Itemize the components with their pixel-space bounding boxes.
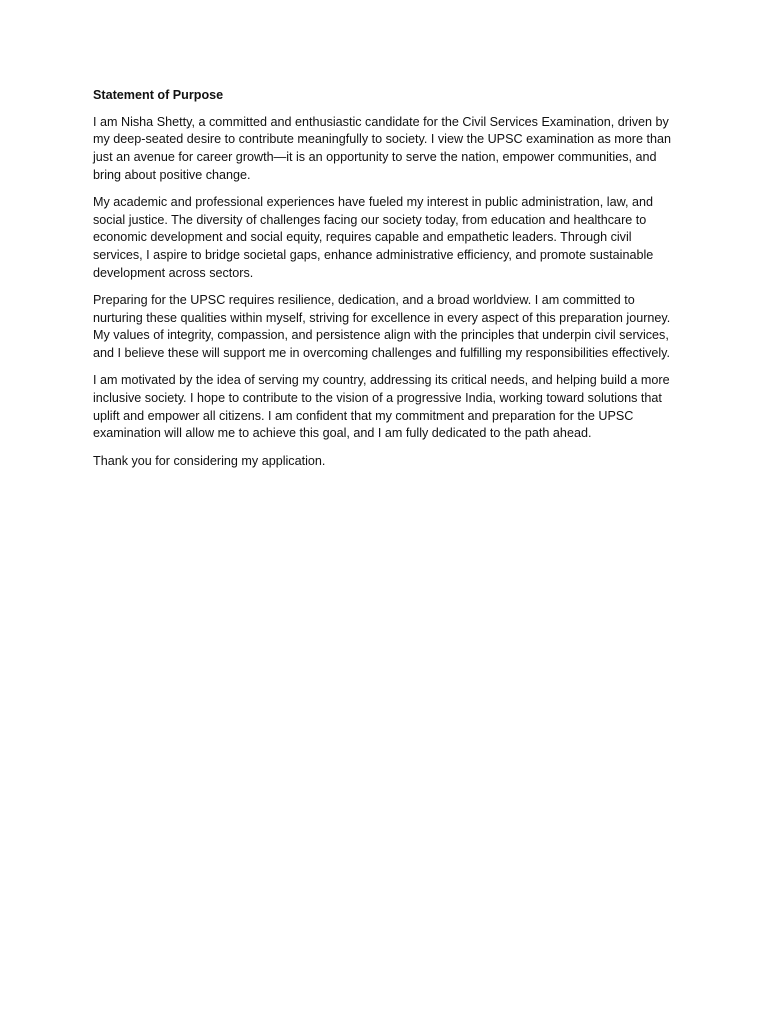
paragraph-introduction: I am Nisha Shetty, a committed and enthusiastic candidate for the Civil Services Examination, driven by my deep-seated desire to contribute meaningfully to society. I view the UPSC examination as more than just an avenue for career growth—it is an opportunity to serve the nation, empower communities, and bring about positive change. — [93, 114, 671, 182]
paragraph-motivation: I am motivated by the idea of serving my country, addressing its critical needs, and helping build a more inclusive society. I hope to contribute to the vision of a progressive India, working toward solutions that uplift and empower all citizens. I am confident that my commitment and preparation for the UPSC examination will allow me to achieve this goal, and I am fully dedicated to the path ahead. — [93, 373, 670, 441]
document-title: Statement of Purpose — [93, 88, 224, 102]
paragraph-closing: Thank you for considering my application. — [93, 453, 326, 468]
document-body — [93, 87, 673, 480]
paragraph-experience: My academic and professional experiences have fueled my interest in public administration, law, and social justice. The diversity of challenges facing our society today, from education and healthcare to economic development and social equity, requires capable and empathetic leaders. Through civil services, I aspire to bridge societal gaps, enhance administrative efficiency, and promote sustainable development across sectors. — [93, 195, 654, 280]
paragraph-preparation: Preparing for the UPSC requires resilience, dedication, and a broad worldview. I am committed to nurturing these qualities within myself, striving for excellence in every aspect of this preparation journey. My values of integrity, compassion, and persistence align with the principles that underpin civil services, and I believe these will support me in overcoming challenges and fulfilling my responsibilities effectively. — [93, 293, 671, 361]
